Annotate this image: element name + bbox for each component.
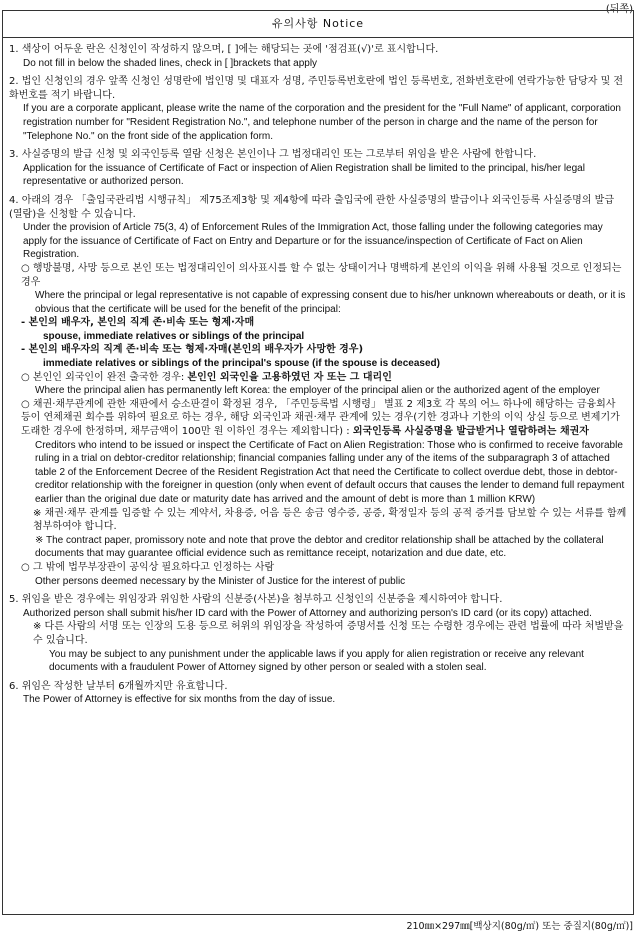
item-1-korean: 1. 색상이 어두운 란은 신청인이 작성하지 않으며, [ ]에는 해당되는 곳에 '점검표(√)'로 표시합니다.	[9, 44, 439, 55]
notice-item-3	[9, 148, 627, 189]
case-3-note-english: ※ The contract paper, promissory note and note that prove the debtor and creditor relationship shall be attached by the collateral documents that may guarantee official evidence such as remittance receipt, notarization and due date, etc.	[35, 534, 604, 560]
page-side-label: (뒤쪽)	[605, 4, 633, 15]
case-1-dash-2-korean: - 본인의 배우자의 직계 존·비속 또는 형제·자매(본인의 배우자가 사망한 경우)	[21, 344, 364, 356]
item-6-english: The Power of Attorney is effective for six months from the day of issue.	[23, 694, 336, 706]
case-3-english: Creditors who intend to be issued or inspect the Certificate of Fact on Alien Registration: Those who is confirmed to receive favorable ruling in a trial on debtor-creditor relationship; financial companies falling under any of the items of the subparagraph 3 of attached table 2 of the Enforcement Decree of the Resident Registration Act that need the Certificate to collect overdue debt, those in debtor-creditor relationship with the foreigner in question (only when event of default occurs that causes the lender to demand full repayment earlier than the original due date or maturity date has arrived and the amount of debt is more than 1 million KRW)	[35, 439, 625, 505]
item-3-english: Application for the issuance of Certificate of Fact or inspection of Alien Registration shall be limited to the principal, his/her legal representative or authorized person.	[23, 162, 585, 188]
case-2-korean-emphasis: 본인인 외국인을 고용하였던 자 또는 그 대리인	[187, 371, 392, 383]
case-1-dash-2-english: immediate relatives or siblings of the principal's spouse (if the spouse is deceased)	[43, 358, 440, 370]
case-4-korean: ○ 그 밖에 법무부장관이 공익상 필요하다고 인정하는 사람	[21, 561, 275, 573]
case-2-korean-lead: ○ 본인인 외국인이 완전 출국한 경우:	[21, 371, 188, 383]
notice-item-1	[9, 43, 627, 70]
case-1-dash-1-korean: - 본인의 배우자, 본인의 직계 존·비속 또는 형제·자매	[21, 317, 255, 329]
case-2-english: Where the principal alien has permanently left Korea: the employer of the principal alien or the authorized agent of the employer	[35, 385, 600, 397]
item-6-korean: 6. 위임은 작성한 날부터 6개월까지만 유효합니다.	[9, 680, 228, 692]
item-5-note-english: You may be subject to any punishment under the applicable laws if you apply for alien registration or receive any relevant documents with a fraudulent Power of Attorney signed by other person or sealed with a stolen seal.	[49, 648, 584, 674]
case-4-english: Other persons deemed necessary by the Minister of Justice for the interest of public	[35, 575, 406, 587]
item-2-english: If you are a corporate applicant, please write the name of the corporation and the president for the "Full Name" of applicant, corporation registration number for "Resident Registration No.", and telephone number of the person in charge and the name of the person for "Telephone No." on the front side of the application form.	[23, 103, 621, 142]
item-4-korean: 4. 아래의 경우 「출입국관리법 시행규칙」 제75조제3항 및 제4항에 따라 출입국에 관한 사실증명의 발급이나 외국인등록 사실증명의 발급(열람)을 신청할 수 있습니다.	[9, 194, 614, 220]
case-1-korean: ○ 행방불명, 사망 등으로 본인 또는 법정대리인이 의사표시를 할 수 없는 상태이거나 명백하게 본인의 이익을 위해 사용될 것으로 인정되는 경우	[21, 262, 622, 288]
item-1-english: Do not fill in below the shaded lines, check in [ ]brackets that apply	[23, 57, 318, 69]
item-5-korean: 5. 위임을 받은 경우에는 위임장과 위임한 사람의 신분증(사본)을 첨부하고 신청인의 신분증을 제시하여야 합니다.	[9, 594, 503, 606]
case-1-english: Where the principal or legal representative is not capable of expressing consent due to his/her unknown whereabouts or death, or it is obvious that the certificate will be used for the benefit of the principal:	[35, 290, 626, 315]
item-4-english: Under the provision of Article 75(3, 4) of Enforcement Rules of the Immigration Act, those falling under the following categories may apply for the issuance of Certificate of Fact on Entry and Departure or for the issuance/inspection of Certificate of Fact on Alien Registration.	[23, 222, 603, 261]
case-2-korean	[9, 371, 627, 385]
item-2-korean: 2. 법인 신청인의 경우 앞쪽 신청인 성명란에 법인명 및 대표자 성명, 주민등록번호란에 법인 등록번호, 전화번호란에 연락가능한 담당자 및 전화번호를 적기 바랍니다.	[9, 76, 624, 101]
paper-spec-footer: 210㎜×297㎜[백상지(80g/㎡) 또는 중질지(80g/㎡)]	[406, 921, 633, 932]
item-5-english: Authorized person shall submit his/her ID card with the Power of Attorney and authorizing person's ID card (or its copy) attached.	[23, 607, 592, 619]
case-3-korean	[9, 398, 627, 439]
notice-frame	[2, 10, 634, 915]
notice-item-6	[9, 680, 627, 707]
item-5-note-korean: ※ 다른 사람의 서명 또는 인장의 도용 등으로 허위의 위임장을 작성하여 증명서를 신청 또는 수령한 경우에는 관련 법률에 따라 처벌받을 수 있습니다.	[33, 621, 624, 646]
notice-content	[9, 43, 627, 712]
case-3-korean-emphasis: 외국인등록 사실증명을 발급받거나 열람하려는 채권자	[352, 426, 589, 438]
notice-header: 유의사항 Notice	[3, 11, 633, 38]
case-3-note-korean: ※ 채권·채무 관계를 입증할 수 있는 계약서, 차용증, 어음 등은 송금 영수증, 공증, 확정일자 등의 공적 증거를 담보할 수 있는 서류를 함께 첨부하여야 합니다.	[33, 507, 627, 533]
case-1-dash-1-english: spouse, immediate relatives or siblings of the principal	[43, 330, 305, 342]
notice-item-2	[9, 75, 627, 143]
case-3-korean-lead: ○ 채권·채무관계에 관한 재판에서 승소판결이 확정된 경우, 「주민등록법 시행령」 별표 2 제3호 각 목의 어느 하나에 해당하는 금융회사 등이 연체채권 회수를 위하여 필요로 하는 경우, 해당 외국인과 채권·채무 관계에 있는 경우(기한 경과나 기한의 이익 상실 등으로 변제기가 도래한 경우에 한정하며, 채무금액이 100만 원 이하인 경우는 제외합니다) :	[21, 398, 620, 438]
item-3-korean: 3. 사실증명의 발급 신청 및 외국인등록 열람 신청은 본인이나 그 법정대리인 또는 그로부터 위임을 받은 사람에 한합니다.	[9, 149, 537, 161]
notice-item-5	[9, 593, 627, 675]
notice-item-4	[9, 194, 627, 588]
